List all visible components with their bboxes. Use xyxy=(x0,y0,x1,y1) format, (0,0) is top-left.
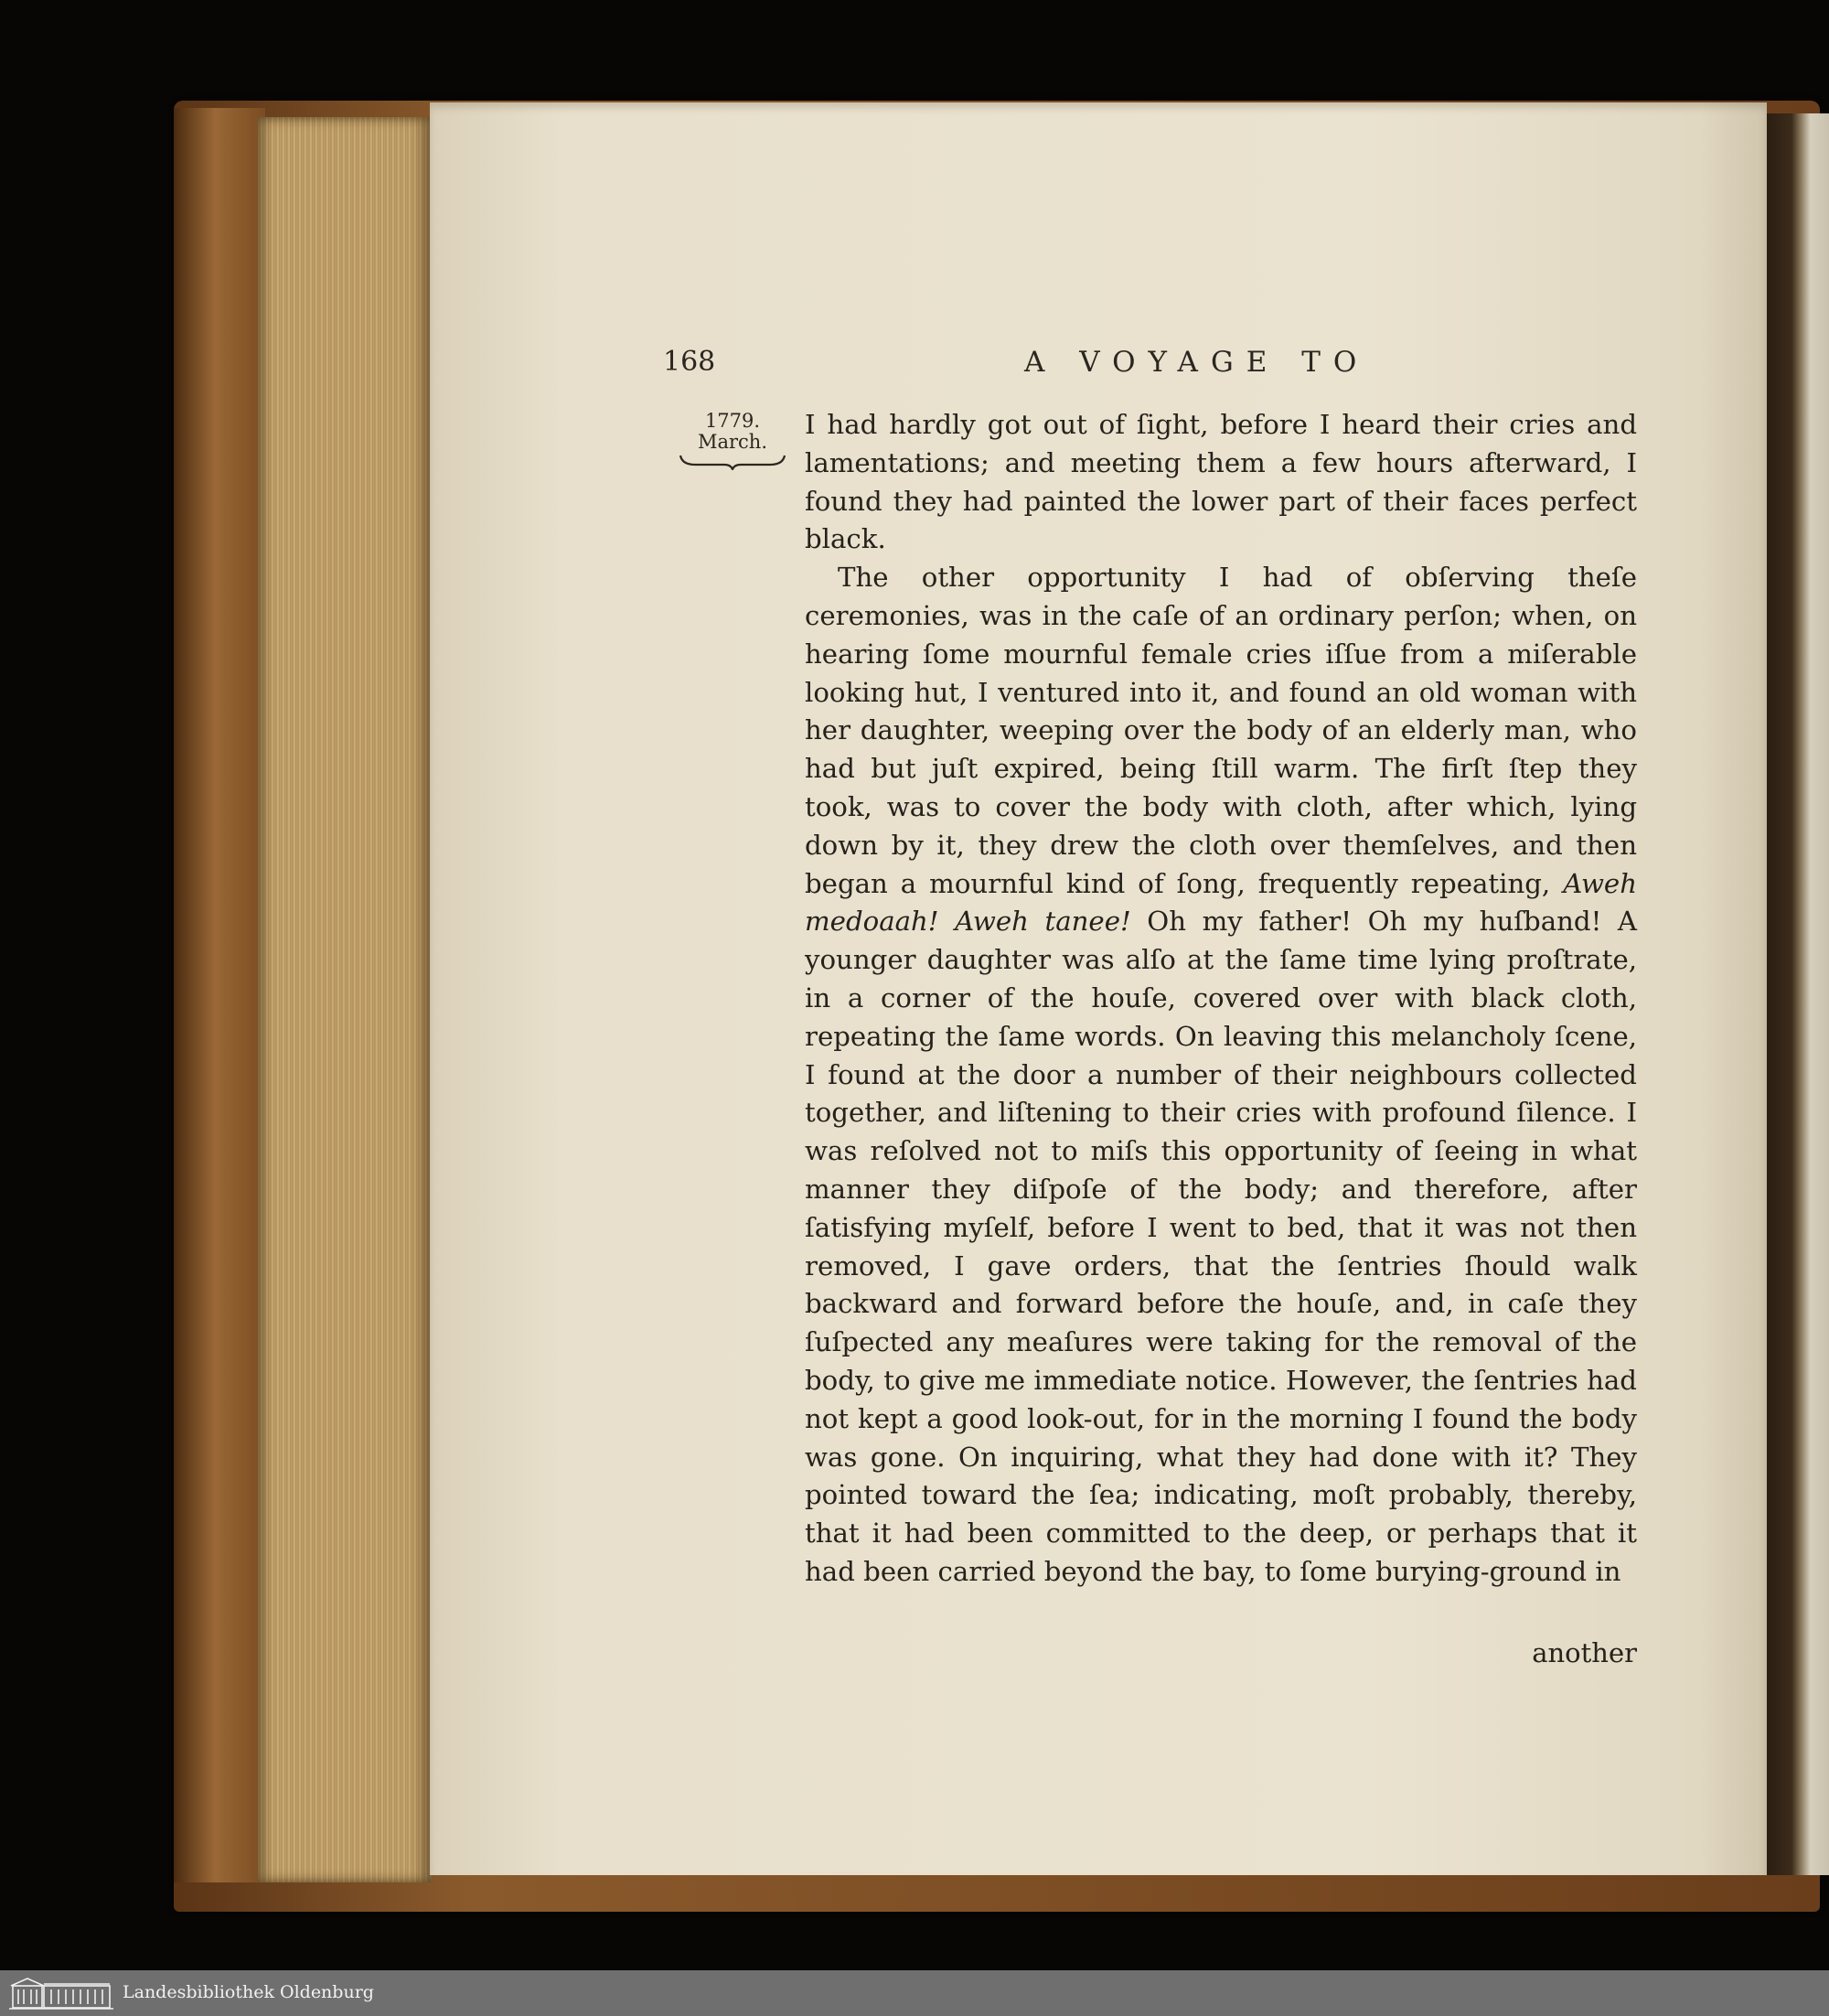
page-fore-edge xyxy=(258,117,432,1882)
body-text xyxy=(805,406,1637,1592)
margin-month: March. xyxy=(697,431,768,453)
catchword: another xyxy=(1532,1637,1637,1668)
facing-page-edge xyxy=(1767,113,1829,1875)
curly-brace-icon xyxy=(679,454,786,470)
page-number: 168 xyxy=(663,346,716,378)
paragraph-2-after: Oh my father! Oh my huſband! A younger daughter was alſo at the ſame time lying proſtrate, in a corner of the houſe, covered over with black cloth, repeating the ſame words. On leaving this melancholy ſcene, I found at the door a number of their neighbours collected together, and liſtening to their cries with profound ſilence. I was reſolved not to miſs this opportunity of ſeeing in what manner they diſpoſe of the body; and therefore, after ſatisfying myſelf, before I went to bed, that it was not then removed, I gave orders, that the ſentries ſhould walk backward and forward before the houſe, and, in caſe they ſuſpected any meaſures were taking for the removal of the body, to give me immediate notice. However, the ſentries had not kept a good look-out, for in the morning I found the body was gone. On inquiring, what they had done with it? They pointed toward the ſea; indicating, moſt probably, thereby, that it had been committed to the deep, or perhaps that it had been carried beyond the bay, to ſome burying-ground in xyxy=(805,906,1637,1587)
running-title: A VOYAGE TO xyxy=(1024,346,1370,379)
paragraph-2-before: The other opportunity I had of obſerving theſe ceremonies, was in the caſe of an ordinary perſon; when, on hearing ſome mournful female cries iſſue from a miſerable looking hut, I ventured into it, and found an old woman with her daughter, weeping over the body of an elderly man, who had but juſt expired, being ſtill warm. The firſt ſtep they took, was to cover the body with cloth, after which, lying down by it, they drew the cloth over themſelves, and then began a mournful kind of ſong, frequently repeating, xyxy=(805,562,1637,899)
book-spine-board xyxy=(174,108,265,1882)
footer-bar xyxy=(0,1970,1829,2016)
paragraph-1: I had hardly got out of ſight, before I heard their cries and lamentations; and meeting them a few hours afterward, I found they had painted the lower part of their faces perfect black. xyxy=(805,409,1637,555)
library-building-icon xyxy=(7,1975,115,2011)
native-phrase: Aweh medoaah! Aweh tanee! xyxy=(805,867,1638,938)
paragraph-2 xyxy=(805,559,1637,1592)
margin-date-note xyxy=(673,410,792,470)
library-name: Landesbibliothek Oldenburg xyxy=(123,1982,374,2002)
margin-year: 1779. xyxy=(704,410,761,432)
